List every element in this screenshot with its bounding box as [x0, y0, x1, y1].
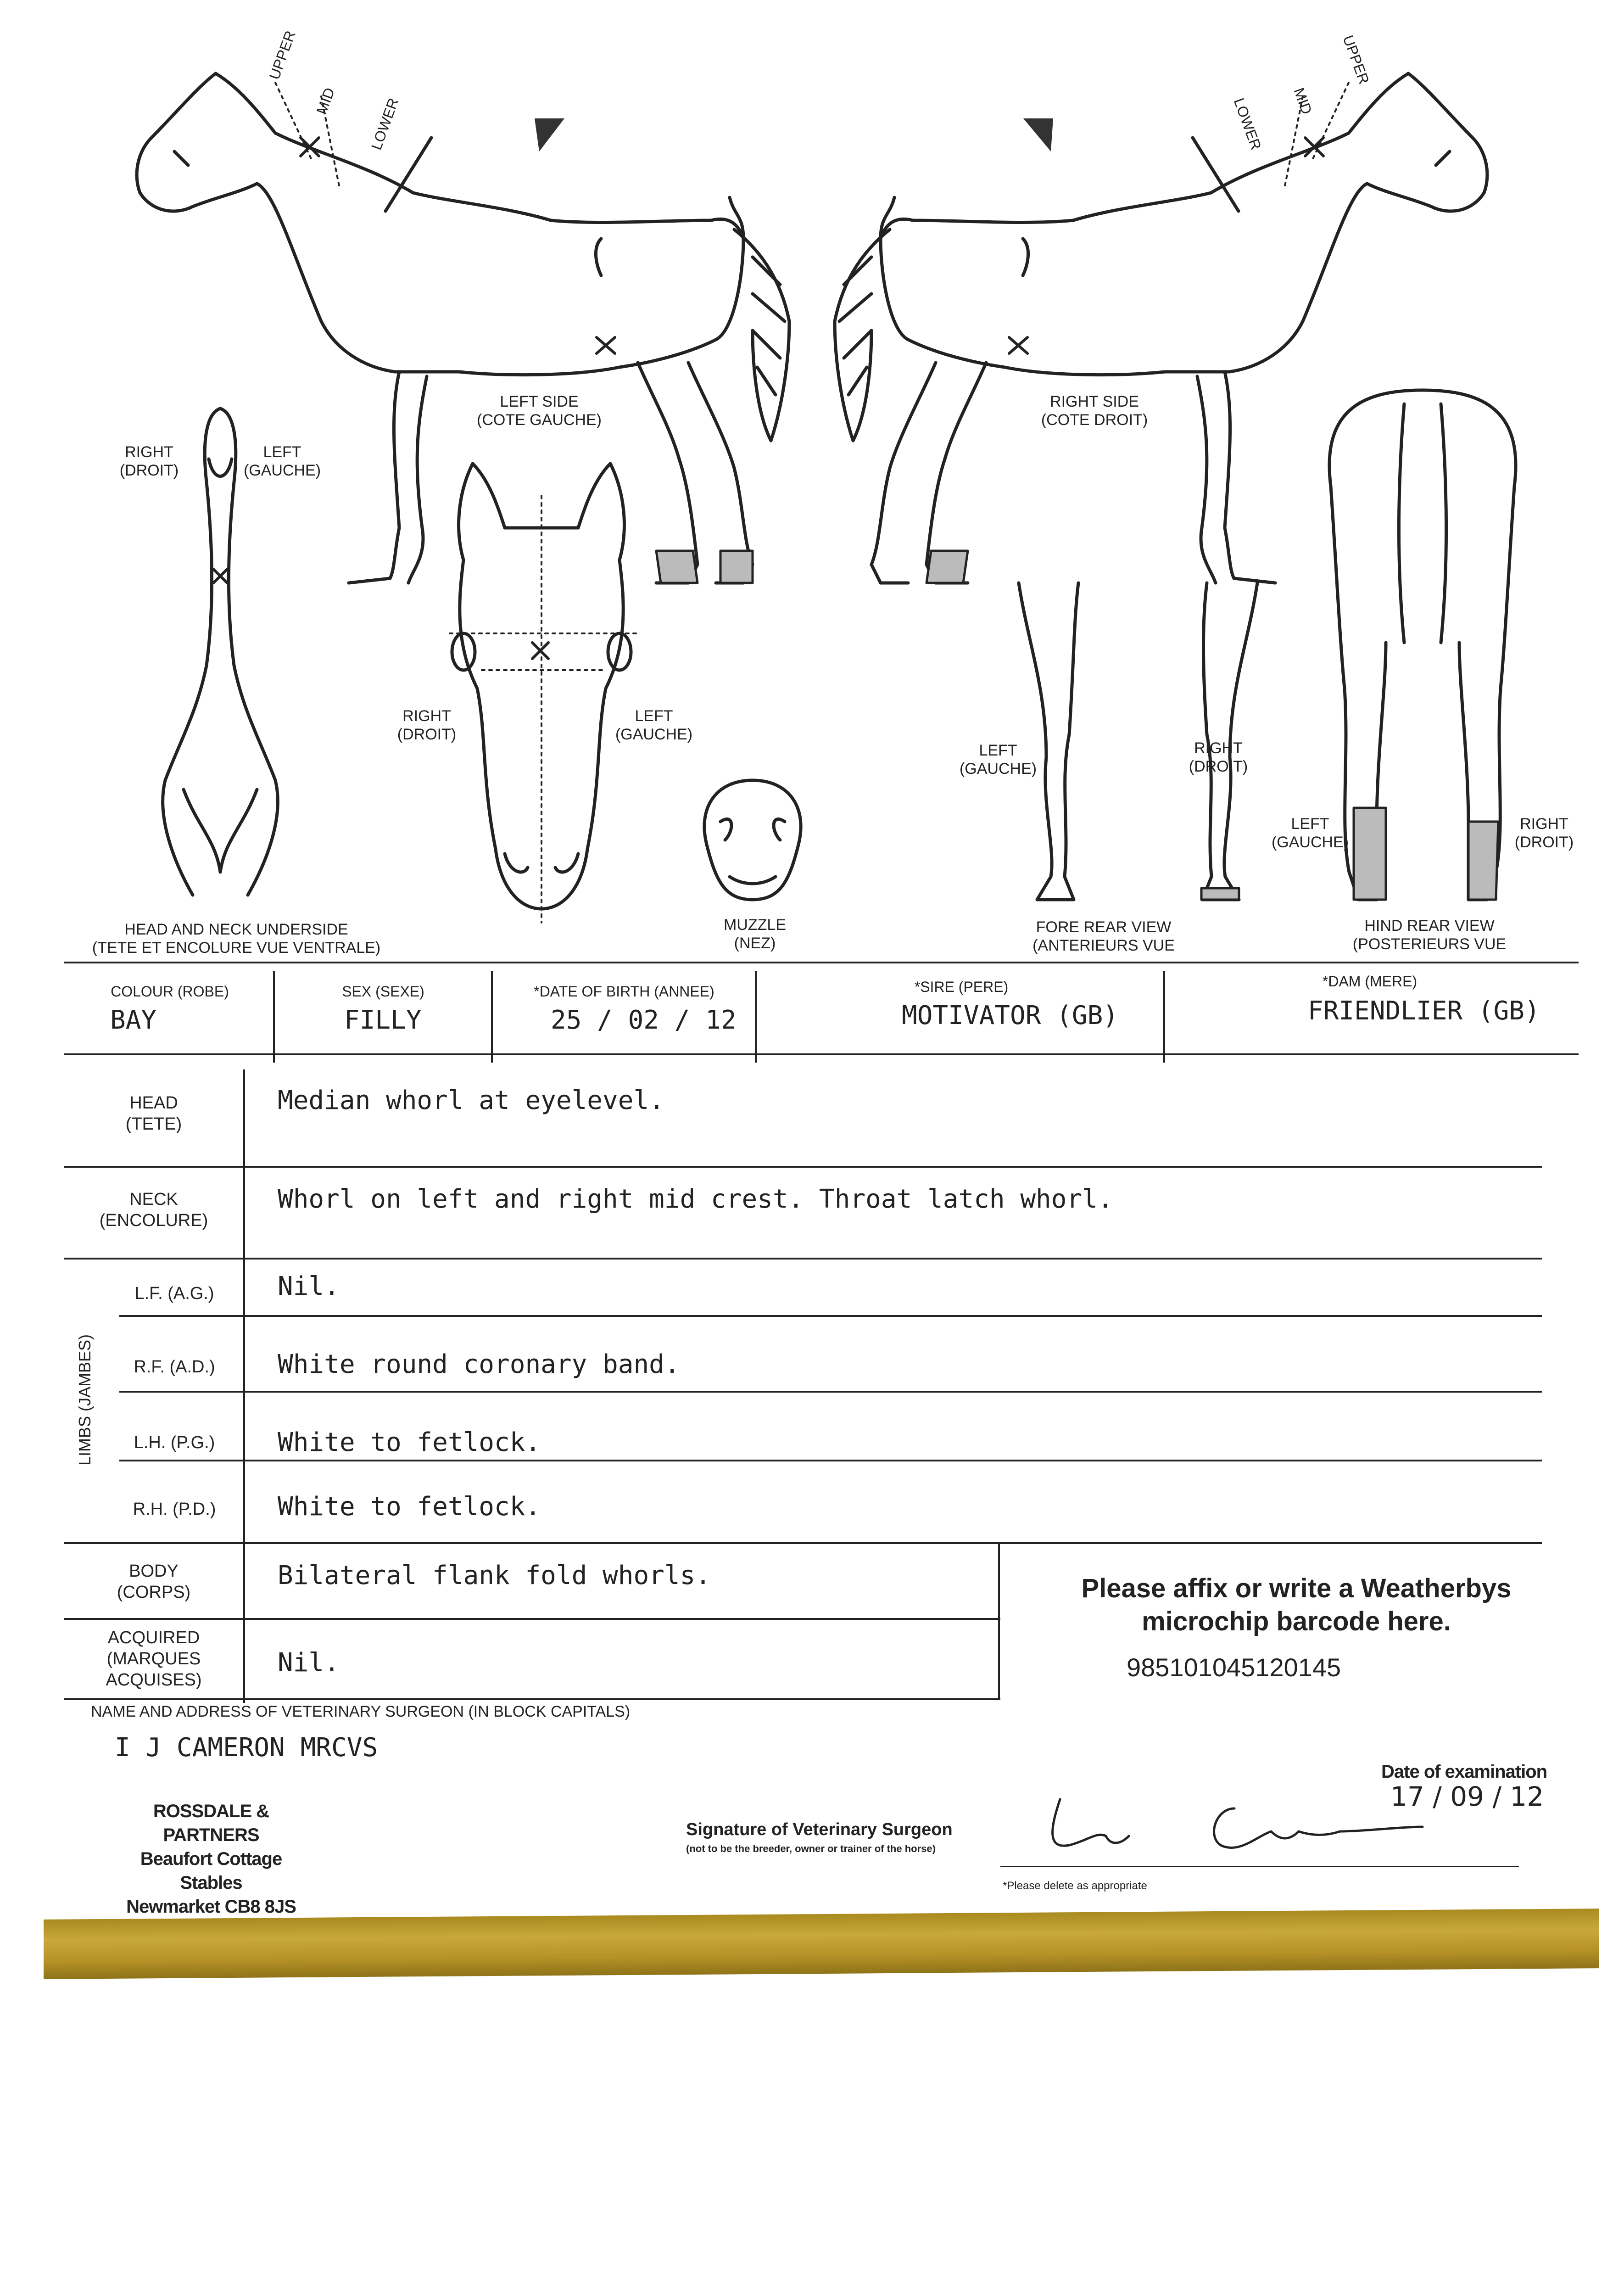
- left-side-horse: [137, 73, 789, 583]
- fore-left-label: LEFT (GAUCHE): [959, 742, 1037, 778]
- fore-right-label: RIGHT (DROIT): [1189, 739, 1248, 775]
- sex-label: SEX (SEXE): [342, 983, 424, 1000]
- horse-diagram: [0, 0, 1624, 964]
- underside-title: HEAD AND NECK UNDERSIDE (TETE ET ENCOLURE VUE VENTRALE): [92, 921, 381, 957]
- hind-right-label: RIGHT (DROIT): [1514, 815, 1574, 851]
- neck-zone-upper-left: UPPER: [266, 28, 299, 82]
- muzzle-label: MUZZLE (NEZ): [724, 916, 786, 952]
- dam-value: FRIENDLIER (GB): [1308, 996, 1540, 1026]
- right-side-label: RIGHT SIDE (COTE DROIT): [1041, 393, 1148, 429]
- underside-view: [163, 409, 278, 895]
- left-side-label: LEFT SIDE (COTE GAUCHE): [477, 393, 602, 429]
- body-row-label: BODY (CORPS): [117, 1562, 191, 1602]
- underside-right-label: RIGHT (DROIT): [119, 443, 179, 479]
- colour-label: COLOUR (ROBE): [111, 983, 229, 1000]
- lh-marking: White to fetlock.: [278, 1427, 541, 1457]
- body-marking: Bilateral flank fold whorls.: [278, 1561, 711, 1590]
- colour-value: BAY: [110, 1005, 157, 1035]
- microchip-number: 985101045120145: [1127, 1653, 1341, 1682]
- signature-label: Signature of Veterinary Surgeon: [686, 1820, 953, 1839]
- sire-value: MOTIVATOR (GB): [902, 1001, 1119, 1030]
- lf-marking: Nil.: [278, 1271, 340, 1301]
- vet-signature: [1042, 1781, 1432, 1873]
- rf-marking: White round coronary band.: [278, 1349, 680, 1379]
- rh-row-label: R.H. (P.D.): [133, 1500, 216, 1519]
- muzzle-view: [704, 780, 801, 900]
- vet-name: I J CAMERON MRCVS: [115, 1733, 378, 1763]
- neck-row-label: NECK (ENCOLURE): [99, 1190, 208, 1230]
- head-front-view: [450, 464, 638, 923]
- neck-zone-mid-right: MID: [1290, 85, 1316, 117]
- head-left-label: LEFT (GAUCHE): [615, 707, 693, 743]
- limbs-group-label: LIMBS (JAMBES): [75, 1334, 94, 1466]
- neck-marking: Whorl on left and right mid crest. Throat latch whorl.: [278, 1184, 1113, 1214]
- exam-date-label: Date of examination: [1381, 1762, 1547, 1782]
- rf-row-label: R.F. (A.D.): [134, 1357, 215, 1377]
- neck-zone-mid-left: MID: [313, 85, 338, 117]
- dam-label: *DAM (MERE): [1322, 973, 1418, 990]
- hind-view-title: HIND REAR VIEW (POSTERIEURS VUE: [1352, 917, 1507, 953]
- underside-left-label: LEFT (GAUCHE): [243, 443, 321, 479]
- acquired-row-label: ACQUIRED (MARQUES ACQUISES): [106, 1628, 202, 1690]
- delete-footnote: *Please delete as appropriate: [1003, 1880, 1147, 1892]
- lh-row-label: L.H. (P.G.): [134, 1433, 215, 1452]
- sire-label: *SIRE (PERE): [914, 979, 1009, 995]
- gold-band: [44, 1909, 1599, 1979]
- vet-practice-stamp: ROSSDALE & PARTNERS Beaufort Cottage Stables Newmarket CB8 8JS: [126, 1801, 296, 1917]
- neck-zone-lower-right: LOWER: [1230, 95, 1265, 152]
- fore-view-title: FORE REAR VIEW (ANTERIEURS VUE: [1032, 918, 1175, 954]
- neck-zone-lower-left: LOWER: [368, 95, 402, 152]
- neck-zone-upper-right: UPPER: [1339, 33, 1373, 86]
- rh-marking: White to fetlock.: [278, 1492, 541, 1522]
- vet-name-label: NAME AND ADDRESS OF VETERINARY SURGEON (IN BLOCK CAPITALS): [91, 1703, 631, 1720]
- right-side-horse: [835, 73, 1487, 583]
- acquired-marking: Nil.: [278, 1648, 340, 1678]
- exam-date: 17 / 09 / 12: [1390, 1781, 1544, 1812]
- dob-label: *DATE OF BIRTH (ANNEE): [534, 983, 714, 1000]
- head-right-label: RIGHT (DROIT): [397, 707, 457, 743]
- hind-left-label: LEFT (GAUCHE): [1271, 815, 1349, 851]
- head-marking: Median whorl at eyelevel.: [278, 1086, 664, 1115]
- lf-row-label: L.F. (A.G.): [134, 1284, 214, 1303]
- dob-value: 25 / 02 / 12: [551, 1005, 737, 1035]
- signature-note: (not to be the breeder, owner or trainer of the horse): [686, 1843, 936, 1854]
- head-row-label: HEAD (TETE): [125, 1093, 182, 1134]
- hind-rear-view: [1329, 390, 1516, 900]
- sex-value: FILLY: [344, 1005, 422, 1035]
- microchip-instruction: Please affix or write a Weatherbys microchip barcode here.: [1081, 1573, 1512, 1636]
